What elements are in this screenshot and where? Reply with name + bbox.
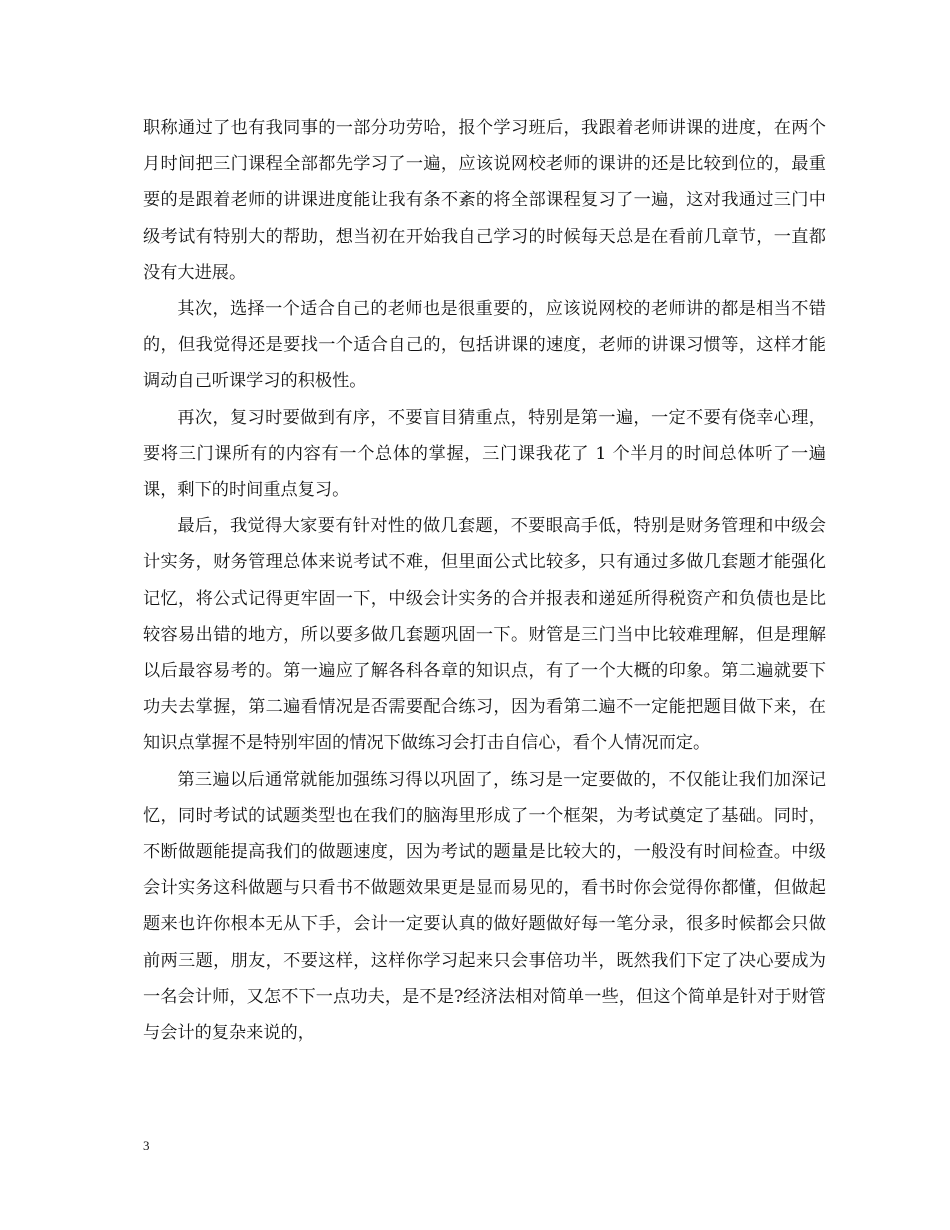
body-text bbox=[143, 110, 826, 1051]
paragraph-4: 最后，我觉得大家要有针对性的做几套题，不要眼高手低，特别是财务管理和中级会计实务，财务管理总体来说考试不难，但里面公式比较多，只有通过多做几套题才能强化记忆，将公式记得更牢固一下，中级会计实务的合并报表和递延所得税资产和负债也是比较容易出错的地方，所以要多做几套题巩固一下。财管是三门当中比较难理解，但是理解以后最容易考的。第一遍应了解各科各章的知识点，有了一个大概的印象。第二遍就要下功夫去掌握，第二遍看情况是否需要配合练习，因为看第二遍不一定能把题目做下来，在知识点掌握不是特别牢固的情况下做练习会打击自信心，看个人情况而定。 bbox=[143, 516, 826, 754]
paragraph-5: 第三遍以后通常就能加强练习得以巩固了，练习是一定要做的，不仅能让我们加深记忆，同时考试的试题类型也在我们的脑海里形成了一个框架，为考试奠定了基础。同时，不断做题能提高我们的做题速度，因为考试的题量是比较大的，一般没有时间检查。中级会计实务这科做题与只看书不做题效果更是显而易见的，看书时你会觉得你都懂，但做起题来也许你根本无从下手，会计一定要认真的做好题做好每一笔分录，很多时候都会只做前两三题，朋友，不要这样，这样你学习起来只会事倍功半，既然我们下定了决心要成为一名会计师，又怎不下一点功夫，是不是?经济法相对简单一些，但这个简单是针对于财管与会计的复杂来说的， bbox=[143, 769, 826, 1044]
paragraph-1: 职称通过了也有我同事的一部分功劳哈，报个学习班后，我跟着老师讲课的进度，在两个月时间把三门课程全部都先学习了一遍，应该说网校老师的课讲的还是比较到位的，最重要的是跟着老师的讲课进度能让我有条不紊的将全部课程复习了一遍，这对我通过三门中级考试有特别大的帮助，想当初在开始我自己学习的时候每天总是在看前几章节，一直都没有大进展。 bbox=[143, 118, 826, 283]
paragraph-3: 再次，复习时要做到有序，不要盲目猜重点，特别是第一遍，一定不要有侥幸心理，要将三门课所有的内容有一个总体的掌握，三门课我花了 1 个半月的时间总体听了一遍课，剩下的时间重点复习。 bbox=[143, 407, 826, 501]
paragraph-2: 其次，选择一个适合自己的老师也是很重要的，应该说网校的老师讲的都是相当不错的，但我觉得还是要找一个适合自己的，包括讲课的速度，老师的讲课习惯等，这样才能调动自己听课学习的积极性。 bbox=[143, 299, 826, 392]
page-number: 3 bbox=[143, 1138, 150, 1153]
